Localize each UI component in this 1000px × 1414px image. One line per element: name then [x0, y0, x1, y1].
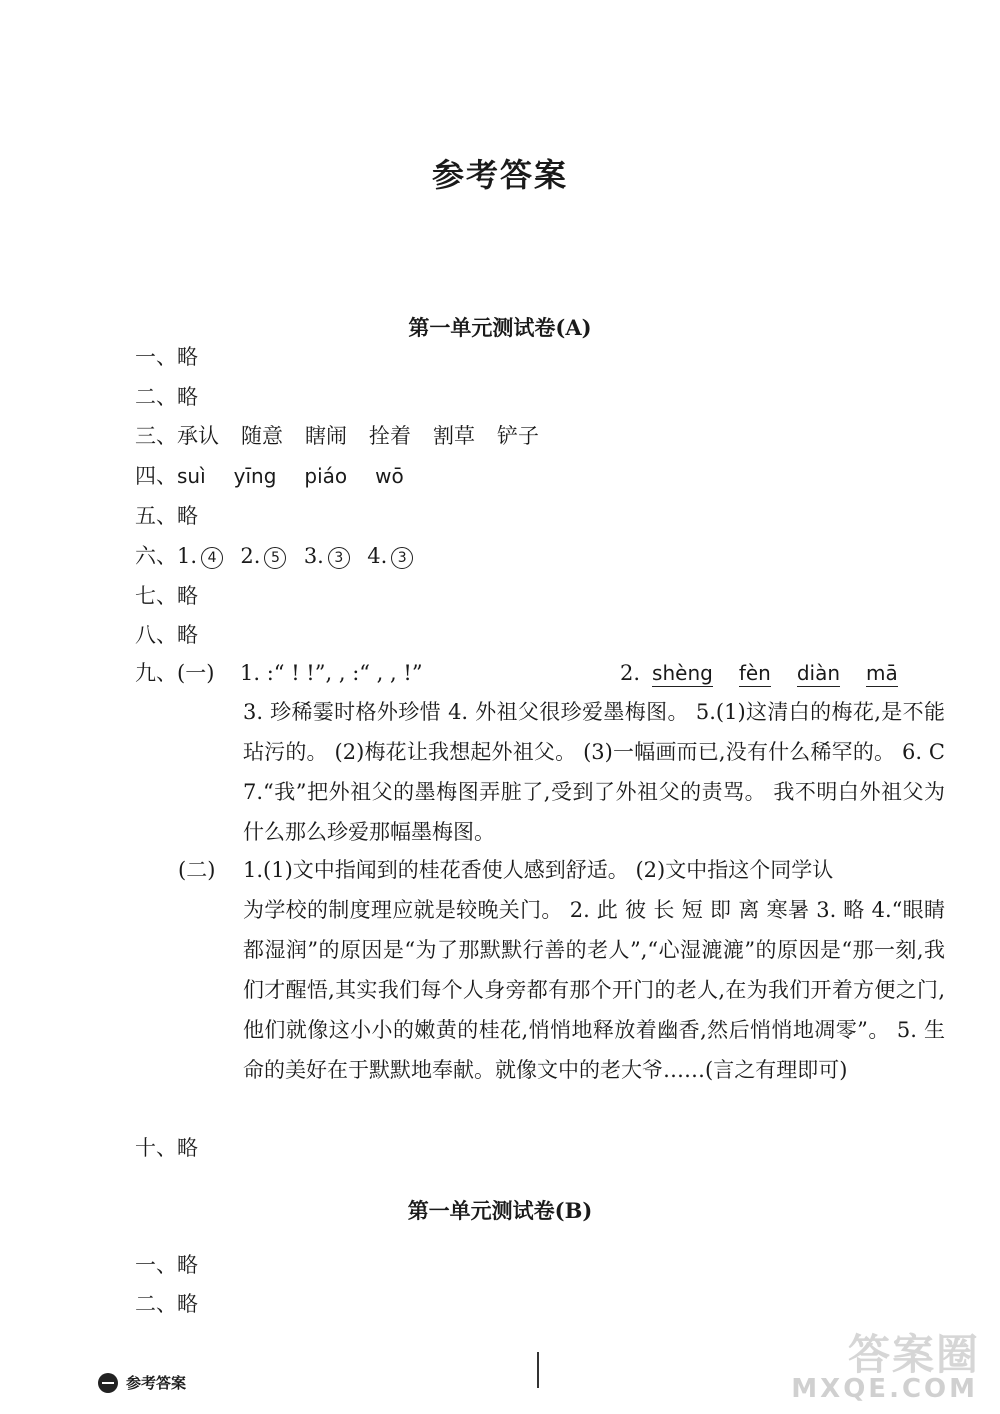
answer-q5: 五、略 [135, 504, 198, 528]
item-number: 3. [303, 544, 324, 568]
circled-number: 3 [328, 547, 350, 569]
answer-q8: 八、略 [135, 623, 198, 647]
pinyin: diàn [796, 661, 841, 685]
answer-q3 [135, 416, 561, 456]
circled-number: 4 [201, 547, 223, 569]
answer-q7: 七、略 [135, 584, 198, 608]
answer-q9-part2-text: 为学校的制度理应就是较晚关门。 2. 此 彼 长 短 即 离 寒暑 3. 略 4.“眼睛都湿润”的原因是“为了那默默行善的老人”,“心湿漉漉”的原因是“那一刻,我们才醒悟,其实我们每个人身旁都有那个开门的老人,在为我们开着方便之门,他们就像这小小的嫩黄的桂花,悄悄地释放着幽香,然后悄悄地凋零”。 5. 生命的美好在于默默地奉献。就像文中的老大爷……(言之有理即可) [243, 898, 945, 1082]
answer-q10: 十、略 [135, 1136, 198, 1160]
item-number: 1. [177, 544, 198, 568]
pinyin: yīng [233, 464, 277, 488]
pinyin: mā [866, 661, 898, 685]
watermark-url: MXQE.COM [791, 1374, 978, 1404]
word: 铲子 [497, 424, 539, 448]
answer-q9-part1-pinyin [620, 653, 924, 693]
pinyin: piáo [304, 464, 348, 488]
answer-q9-part2-line1: 1.(1)文中指闻到的桂花香使人感到舒适。 (2)文中指这个同学认 [243, 858, 834, 882]
answer-q1: 一、略 [135, 345, 198, 369]
section-b-heading: 第一单元测试卷(B) [407, 1198, 593, 1223]
circled-number: 5 [264, 547, 286, 569]
answer-q4-label: 四、 [135, 464, 177, 488]
word: 承认 [177, 424, 219, 448]
answer-q4 [135, 456, 432, 496]
section-a-heading: 第一单元测试卷(A) [408, 315, 592, 340]
footer-badge-icon [98, 1373, 118, 1393]
item-number: 2. [620, 661, 641, 685]
word: 随意 [241, 424, 283, 448]
pinyin: suì [177, 464, 206, 488]
circled-number: 3 [391, 547, 413, 569]
answer-b-q2: 二、略 [135, 1292, 198, 1316]
word: 割草 [433, 424, 475, 448]
answer-q2: 二、略 [135, 385, 198, 409]
word: 瞎闹 [305, 424, 347, 448]
answer-q3-label: 三、 [135, 424, 177, 448]
item-number: 4. [367, 544, 388, 568]
answer-b-q1: 一、略 [135, 1253, 198, 1277]
answer-q9-part1-punctuation: 1. :“ ! !”, , :“ , , !” [240, 661, 423, 685]
pinyin: shèng [652, 661, 713, 685]
answer-q6 [135, 536, 417, 576]
page-divider [537, 1352, 539, 1388]
word: 拴着 [369, 424, 411, 448]
footer-label: 参考答案 [126, 1374, 187, 1392]
answer-q6-label: 六、 [135, 544, 177, 568]
answer-q9-part2-label: (二) [178, 858, 216, 882]
pinyin: wō [375, 464, 404, 488]
answer-q9-label: 九、(一) [135, 661, 215, 685]
page-title: 参考答案 [431, 156, 568, 194]
watermark-logo: 答案圈 [847, 1330, 980, 1379]
answer-q9-part1-text: 3. 珍稀霎时格外珍惜 4. 外祖父很珍爱墨梅图。 5.(1)这清白的梅花,是不能玷污的。 (2)梅花让我想起外祖父。 (3)一幅画而已,没有什么稀罕的。 6. C 7.“我”把外祖父的墨梅图弄脏了,受到了外祖父的责骂。 我不明白外祖父为什么那么珍爱那幅墨梅图。 [243, 700, 945, 844]
item-number: 2. [240, 544, 261, 568]
pinyin: fèn [738, 661, 771, 685]
